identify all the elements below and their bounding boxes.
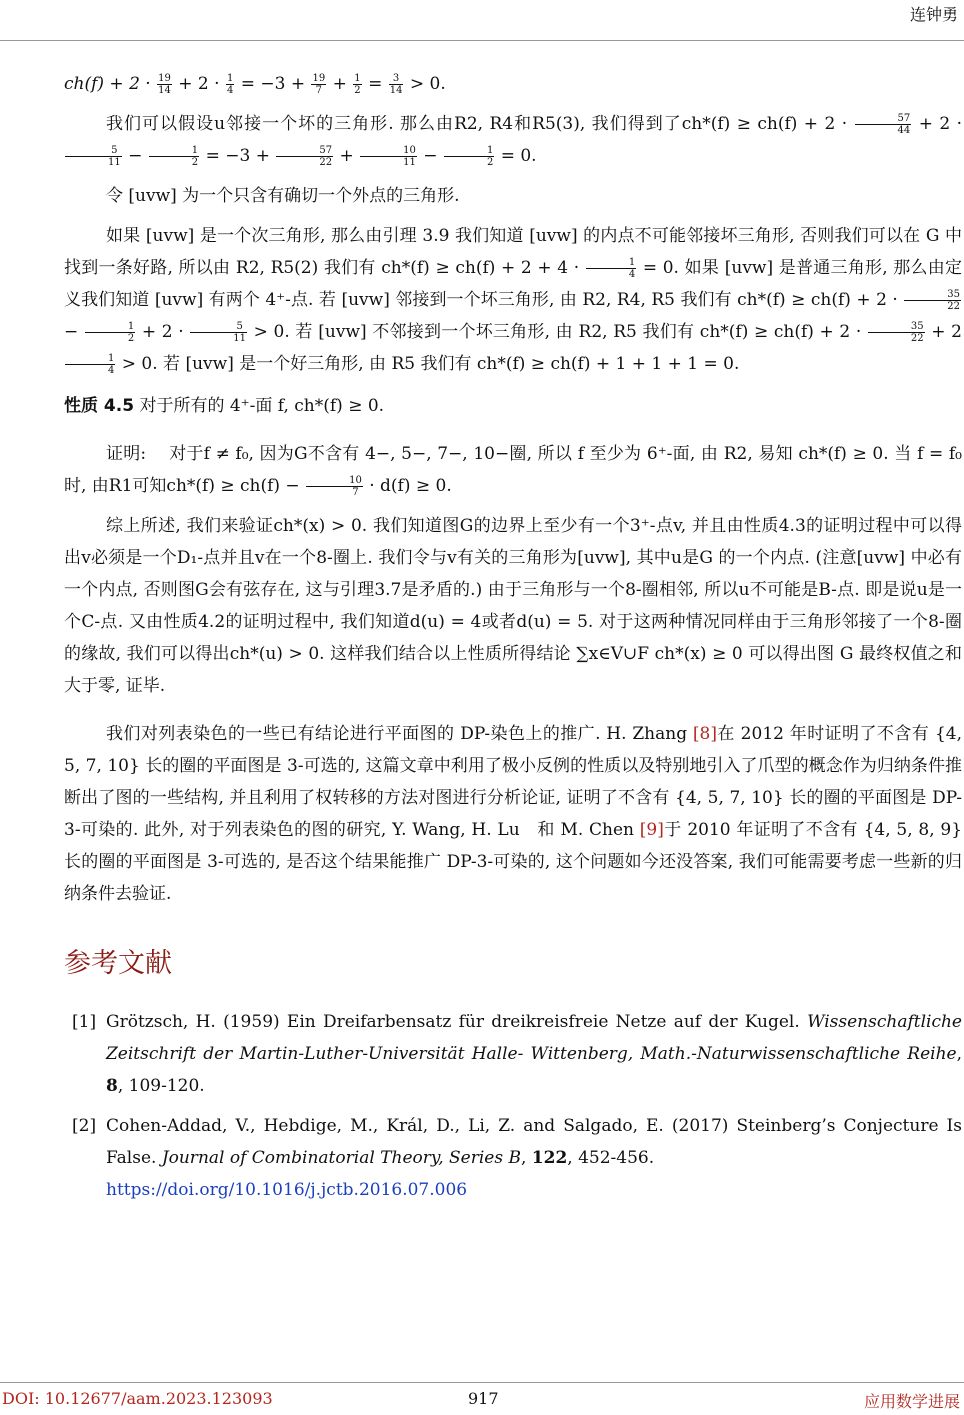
paragraph-text: 如果 [uvw] 是一个次三角形, 那么由引理 3.9 我们知道 [uvw] 的内点不可能邻接坏三角形, 否则我们可以在 G 中找到一条好路, 所以由 R2, R5(2) 我们有 ch*(f) ≥ ch(f) + 2 + 4 · (64, 226, 962, 278)
eq-text: = (368, 74, 383, 94)
paragraph-bad-triangle (64, 108, 962, 172)
page-header (0, 0, 964, 41)
property-text: 对于所有的 4⁺-面 f, ch*(f) ≥ 0. (139, 396, 385, 416)
eq-text: − (423, 146, 438, 166)
fraction: $\frac{1}{2}$ (354, 73, 361, 96)
header-author: 连钟勇 (909, 5, 958, 24)
paragraph-text: > 0. 若 [uvw] 是一个好三角形, 由 R5 我们有 ch*(f) ≥ ch(f) + 1 + 1 + 1 = 0. (121, 354, 740, 374)
eq-text: + 2 · (918, 114, 962, 134)
reference-list (64, 1006, 962, 1206)
citation-link-9[interactable]: [9] (639, 820, 664, 840)
eq-text: − (128, 146, 143, 166)
reference-journal: Wissenschaftliche Zeitschrift der Martin-Luther-Universität Halle- Wittenberg, Math.-Naturwissenschaftliche Reihe (106, 1012, 962, 1064)
fraction: $\frac{1}{2}$ (149, 145, 199, 168)
closing-paragraph (64, 718, 962, 910)
eq-text: = −3 + (205, 146, 270, 166)
fraction: $\frac{35}{22}$ (868, 321, 925, 344)
fraction: $\frac{5}{11}$ (65, 145, 122, 168)
property-4-5 (64, 390, 962, 422)
reference-pages: , 452-456. (567, 1148, 655, 1168)
fraction: $\frac{19}{14}$ (158, 73, 171, 96)
reference-volume: 122 (531, 1148, 568, 1168)
paragraph-text: · d(f) ≥ 0. (369, 476, 452, 496)
reference-authors: Cohen-Addad, V., Hebdige, M., Král, D., Li, Z. and Salgado, E. (2017) Steinberg’s Conjecture Is False. (106, 1116, 962, 1168)
paragraph-text: 于 2010 年证明了不含有 {4, 5, 8, 9} 长的圈的平面图是 3-可选的, 是否这个结果能推广 DP-3-可染的, 这个问题如今还没答案, 我们可能需要考虑一些新的归纳条件去验证. (64, 820, 963, 904)
equation-line-1 (64, 68, 962, 100)
reference-doi-link[interactable]: https://doi.org/10.1016/j.jctb.2016.07.006 (106, 1180, 468, 1200)
fraction: $\frac{1}{2}$ (444, 145, 494, 168)
reference-pages: , 109-120. (117, 1076, 205, 1096)
paragraph-text: 我们对列表染色的一些已有结论进行平面图的 DP-染色上的推广. H. Zhang (106, 724, 693, 744)
paragraph-text: > 0. 若 [uvw] 不邻接到一个坏三角形, 由 R2, R5 我们有 ch*(f) ≥ ch(f) + 2 · (253, 322, 862, 342)
paragraph-text: 我们可以假设u邻接一个坏的三角形. 那么由R2, R4和R5(3), 我们得到了ch*(f) ≥ ch(f) + 2 · (106, 114, 848, 134)
footer-journal-link[interactable]: 应用数学进展 (863, 1392, 960, 1411)
fraction: $\frac{5}{11}$ (190, 321, 247, 344)
proof-paragraph (64, 438, 962, 502)
fraction: $\frac{1}{4}$ (226, 73, 234, 96)
page-content (64, 68, 962, 1214)
paragraph-text: 在 2012 年时证明了不含有 {4, 5, 7, 10} 长的圈的平面图是 3-可选的, 这篇文章中利用了极小反例的性质以及特别地引入了爪型的概念作为归纳条件推断出了图的一些结构, 并且利用了权转移的方法对图进行分析论证, 证明了不含有 {4, 5, 7, 10} 长的圈的平面图是 DP-3-可染的. 此外, 对于列表染色的图的研究, Y. Wang, H. Lu 和 M. Chen (64, 724, 963, 840)
fraction: $\frac{10}{11}$ (360, 145, 417, 168)
property-label: 性质 4.5 (64, 396, 135, 416)
paragraph-text: 证明: 对于f ≠ f₀, 因为G不含有 4−, 5−, 7−, 10−圈, 所以 f 至少为 6⁺-面, 由 R2, 易知 ch*(f) ≥ 0. 当 f = f₀时, 由R1可知ch*(f) ≥ ch(f) − (64, 444, 962, 496)
fraction: $\frac{35}{22}$ (904, 289, 961, 312)
fraction: $\frac{1}{2}$ (85, 321, 135, 344)
eq-text: + (339, 146, 354, 166)
reference-number: [1] (72, 1012, 97, 1032)
paragraph-text: = 0. 如果 [uvw] 是普通三角形, 那么由定义我们知道 [uvw] 有两个 4⁺-点. 若 [uvw] 邻接到一个坏三角形, 由 R2, R4, R5 我们有 ch*(f) ≥ ch(f) + 2 · (64, 258, 963, 310)
footer-doi-link[interactable]: DOI: 10.12677/aam.2023.123093 (2, 1389, 273, 1408)
eq-text: = −3 + (240, 74, 306, 94)
paragraph-triangle-definition: 令 [uvw] 为一个只含有确切一个外点的三角形. (106, 186, 460, 206)
fraction: $\frac{57}{44}$ (855, 113, 912, 136)
eq-text: + 2 (931, 322, 962, 342)
reference-item-2: [2] Cohen-Addad, V., Hebdige, M., Král, D., Li, Z. and Salgado, E. (2017) Steinberg’s Conjecture Is False. Journal of Combinatorial Theory, Series B, 122, 452-456. https://doi.org/10.1016/j.jctb.2016.07.006 (64, 1110, 962, 1206)
fraction: $\frac{57}{22}$ (276, 145, 333, 168)
eq-text: + (332, 74, 347, 94)
eq-text: − (64, 322, 79, 342)
fraction: $\frac{10}{7}$ (306, 475, 363, 498)
eq-text: > 0. (409, 74, 446, 94)
reference-number: [2] (72, 1116, 97, 1136)
eq-text: ch(f) + 2 · (64, 74, 151, 94)
fraction: $\frac{1}{4}$ (65, 353, 115, 376)
eq-text: = 0. (500, 146, 537, 166)
reference-item-1: [1] Grötzsch, H. (1959) Ein Dreifarbensatz für dreikreisfreie Netze auf der Kugel. Wissenschaftliche Zeitschrift der Martin-Luther-Universität Halle- Wittenberg, Math.-Naturwissenschaftliche Reihe, 8, 109-120. (64, 1006, 962, 1102)
citation-link-8[interactable]: [8] (692, 724, 718, 744)
fraction: $\frac{3}{14}$ (389, 73, 403, 96)
reference-authors: Grötzsch, H. (1959) Ein Dreifarbensatz für dreikreisfreie Netze auf der Kugel. (106, 1012, 808, 1032)
eq-text: + 2 · (178, 74, 220, 94)
paragraph-triangle-cases (64, 220, 962, 380)
reference-journal: Journal of Combinatorial Theory, Series B (161, 1148, 521, 1168)
summary-paragraph: 综上所述, 我们来验证ch*(x) > 0. 我们知道图G的边界上至少有一个3⁺-点v, 并且由性质4.3的证明过程中可以得出v必须是一个D₁-点并且v在一个8-圈上. 我们令与v有关的三角形为[uvw], 其中u是G 的一个内点. (注意[uvw] 中必有一个内点, 否则图G会有弦存在, 这与引理3.7是矛盾的.) 由于三角形与一个8-圈相邻, 所以u不可能是B-点. 即是说u是一个C-点. 又由性质4.2的证明过程中, 我们知道d(u) = 4或者d(u) = 5. 对于这两种情况同样由于三角形邻接了一个8-圈的缘故, 我们可以得出ch*(u) > 0. 这样我们结合以上性质所得结论 ∑x∈V∪F ch*(x) ≥ 0 可以得出图 G 最终权值之和大于零, 证毕. (64, 516, 962, 696)
fraction: $\frac{19}{7}$ (312, 73, 326, 96)
footer-page-number: 917 (468, 1389, 499, 1408)
references-heading: 参考文献 (64, 948, 172, 979)
fraction: $\frac{1}{4}$ (586, 257, 636, 280)
eq-text: + 2 · (141, 322, 184, 342)
reference-volume: 8 (106, 1076, 118, 1096)
page-footer (0, 1382, 964, 1415)
